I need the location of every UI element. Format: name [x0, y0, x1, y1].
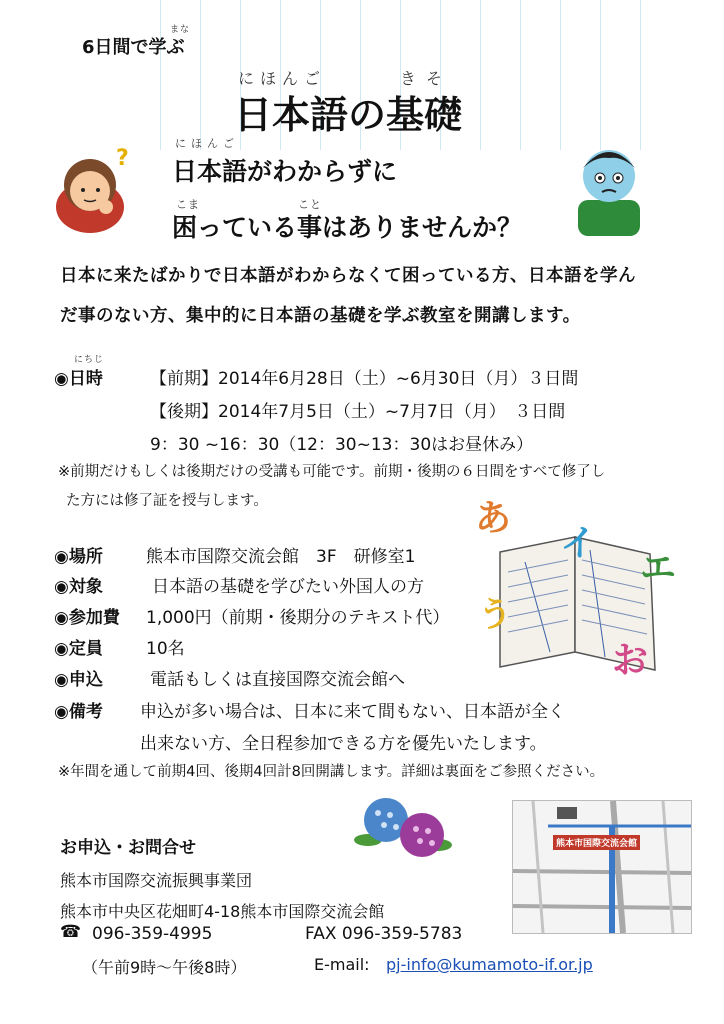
- schedule-second-term: 【後期】2014年7月5日（土）~7月7日（月） ３日間: [150, 402, 566, 422]
- detail-label-place: ◉場所: [54, 547, 103, 567]
- schedule-note-line2: た方には修了証を授与します。: [66, 493, 268, 509]
- schedule-note-line1: ※前期だけもしくは後期だけの受講も可能です。前期・後期の６日間をすべて修了し: [58, 464, 606, 480]
- worried-man-illustration: [570, 138, 650, 238]
- schedule-time: 9：30 ~16：30（12：30~13：30はお昼休み）: [150, 435, 534, 455]
- contact-fax: FAX 096-359-5783: [305, 924, 463, 944]
- contact-phone: 096-359-4995: [92, 924, 213, 944]
- remarks-line2: 出来ない方、全日程参加できる方を優先いたします。: [140, 734, 547, 754]
- deco-letter-i: イ: [560, 523, 597, 564]
- question-line2-ruby-2: こと: [298, 198, 322, 211]
- detail-label-capacity: ◉定員: [54, 639, 103, 659]
- footnote: ※年間を通して前期4回、後期4回計8回開講します。詳細は裏面をご参照ください。: [58, 764, 605, 780]
- title-ruby-1: にほんご: [238, 69, 327, 88]
- detail-value-remarks: 申込が多い場合は、日本に来て間もない、日本語が全く: [140, 702, 565, 722]
- detail-value-target: 日本語の基礎を学びたい外国人の方: [152, 577, 424, 597]
- access-map: [512, 800, 692, 934]
- deco-letter-o: お: [612, 640, 649, 681]
- schedule-first-term: 【前期】2014年6月28日（土）~6月30日（月）３日間: [150, 369, 579, 389]
- detail-label-target: ◉対象: [54, 577, 103, 597]
- days-ruby: まな: [170, 25, 191, 35]
- email-label: E-mail:: [314, 955, 370, 974]
- contact-hours: （午前9時～午後8時）: [82, 958, 247, 977]
- schedule-label-ruby: にちじ: [74, 355, 105, 365]
- contact-heading: お申込・お問合せ: [60, 838, 196, 858]
- svg-text:?: ?: [116, 146, 129, 171]
- contact-address: 熊本市中央区花畑町4-18熊本市国際交流会館: [60, 902, 385, 921]
- detail-value-fee: 1,000円（前期・後期分のテキスト代）: [146, 608, 450, 628]
- detail-label-remarks: ◉備考: [54, 702, 103, 722]
- hydrangea-illustration: [348, 795, 458, 865]
- phone-icon: ☎: [60, 922, 82, 942]
- contact-organization: 熊本市国際交流振興事業団: [60, 871, 253, 890]
- days-label: 6日間で学ぶ: [82, 37, 185, 58]
- intro-line1: 日本に来たばかりで日本語がわからなくて困っている方、日本語を学ん: [60, 266, 636, 286]
- deco-letter-e: エ: [640, 548, 677, 589]
- page-title: 日本語の基礎: [234, 93, 463, 137]
- question-line1: 日本語がわからずに: [172, 157, 398, 186]
- detail-value-place: 熊本市国際交流会館 3F 研修室1: [146, 547, 416, 567]
- detail-label-apply: ◉申込: [54, 670, 103, 690]
- email-link[interactable]: pj-info@kumamoto-if.or.jp: [386, 955, 593, 974]
- detail-value-capacity: 10名: [146, 639, 185, 659]
- map-roads: [513, 801, 691, 933]
- question-line2: 困っている事はありませんか？: [172, 213, 523, 242]
- confused-girl-illustration: [48, 145, 138, 235]
- intro-line2: だ事のない方、集中的に日本語の基礎を学ぶ教室を開講します。: [60, 306, 581, 326]
- schedule-label: ◉日時: [54, 369, 103, 389]
- detail-value-apply: 電話もしくは直接国際交流会館へ: [150, 670, 405, 690]
- title-ruby-2: きそ: [400, 69, 453, 88]
- deco-letter-a: あ: [475, 498, 512, 539]
- detail-label-fee: ◉参加費: [54, 608, 120, 628]
- deco-letter-u: う: [478, 595, 512, 635]
- map-venue-label: 熊本市国際交流会館: [553, 835, 640, 850]
- question-line2-ruby-1: こま: [176, 198, 200, 211]
- question-line1-ruby: にほんご: [175, 137, 239, 150]
